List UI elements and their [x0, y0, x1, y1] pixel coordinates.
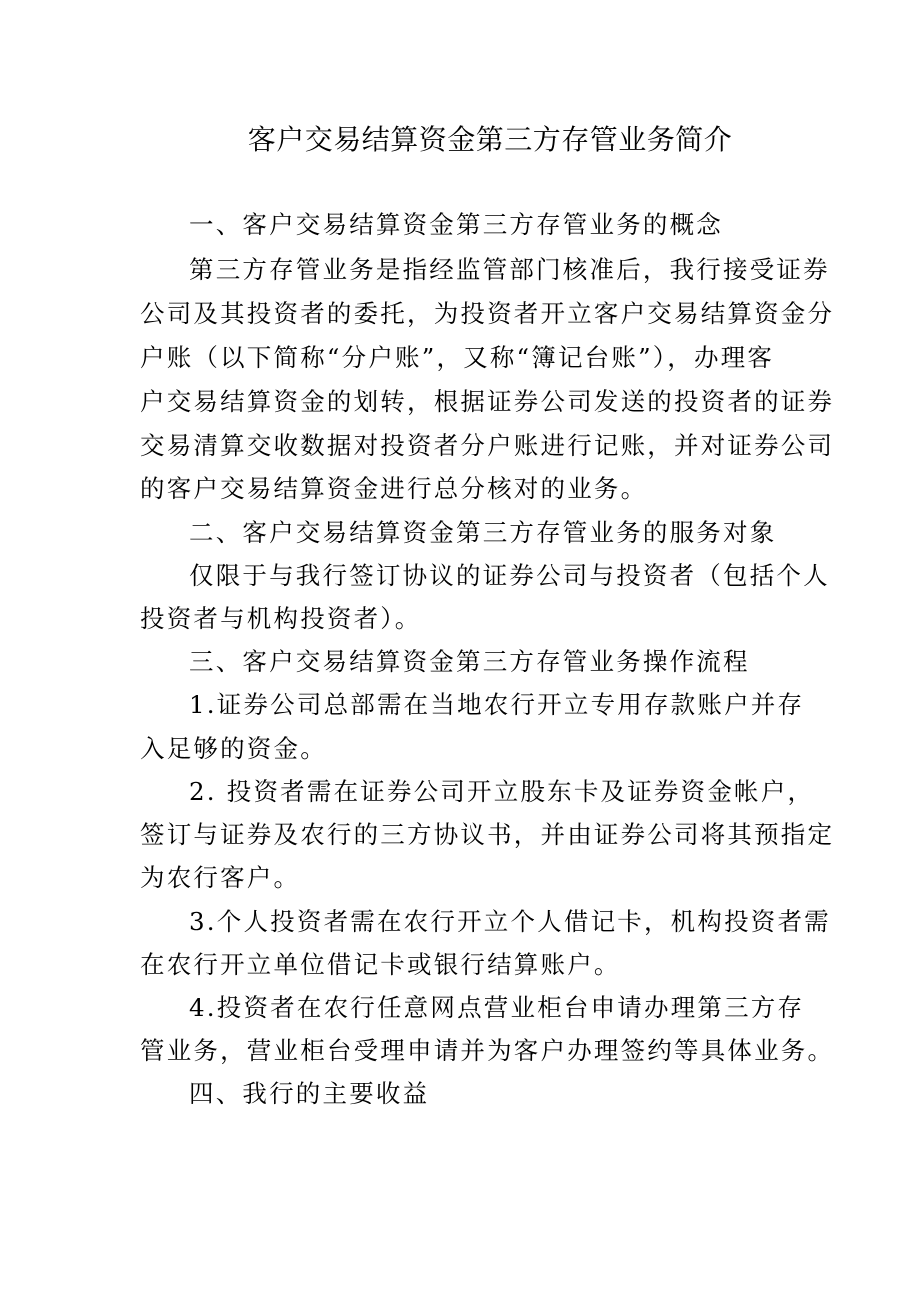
- paragraph-line: 为农行客户。: [140, 863, 301, 892]
- paragraph-line: 交易清算交收数据对投资者分户账进行记账，并对证券公司: [140, 431, 835, 460]
- paragraph-line: 管业务，营业柜台受理申请并为客户办理签约等具体业务。: [140, 1036, 835, 1065]
- list-item-2: 2. 投资者需在证券公司开立股东卡及证券资金帐户，: [189, 777, 815, 806]
- section-heading-1: 一、客户交易结算资金第三方存管业务的概念: [189, 210, 723, 239]
- paragraph-line: 公司及其投资者的委托，为投资者开立客户交易结算资金分: [140, 299, 835, 328]
- list-item-1: 1.证券公司总部需在当地农行开立专用存款账户并存: [189, 690, 805, 719]
- list-item-4: 4.投资者在农行任意网点营业柜台申请办理第三方存: [189, 993, 805, 1022]
- section-heading-4: 四、我行的主要收益: [189, 1079, 430, 1108]
- paragraph-line: 投资者与机构投资者）。: [140, 604, 422, 633]
- list-item-3: 3.个人投资者需在农行开立个人借记卡，机构投资者需: [189, 907, 831, 936]
- paragraph-line: 的客户交易结算资金进行总分核对的业务。: [140, 474, 648, 503]
- paragraph-line: 户账（以下简称“分户账”，又称“簿记台账”），办理客: [140, 343, 775, 372]
- section-heading-2: 二、客户交易结算资金第三方存管业务的服务对象: [189, 518, 777, 547]
- paragraph-line: 第三方存管业务是指经监管部门核准后，我行接受证券: [189, 255, 830, 284]
- paragraph-line: 入足够的资金。: [140, 734, 327, 763]
- document-title: 客户交易结算资金第三方存管业务简介: [247, 123, 733, 156]
- section-heading-3: 三、客户交易结算资金第三方存管业务操作流程: [189, 647, 750, 676]
- paragraph-line: 在农行开立单位借记卡或银行结算账户。: [140, 950, 621, 979]
- paragraph-line: 签订与证券及农行的三方协议书，并由证券公司将其预指定: [140, 820, 835, 849]
- paragraph-line: 仅限于与我行签订协议的证券公司与投资者（包括个人: [189, 561, 830, 590]
- paragraph-line: 户交易结算资金的划转，根据证券公司发送的投资者的证券: [140, 387, 835, 416]
